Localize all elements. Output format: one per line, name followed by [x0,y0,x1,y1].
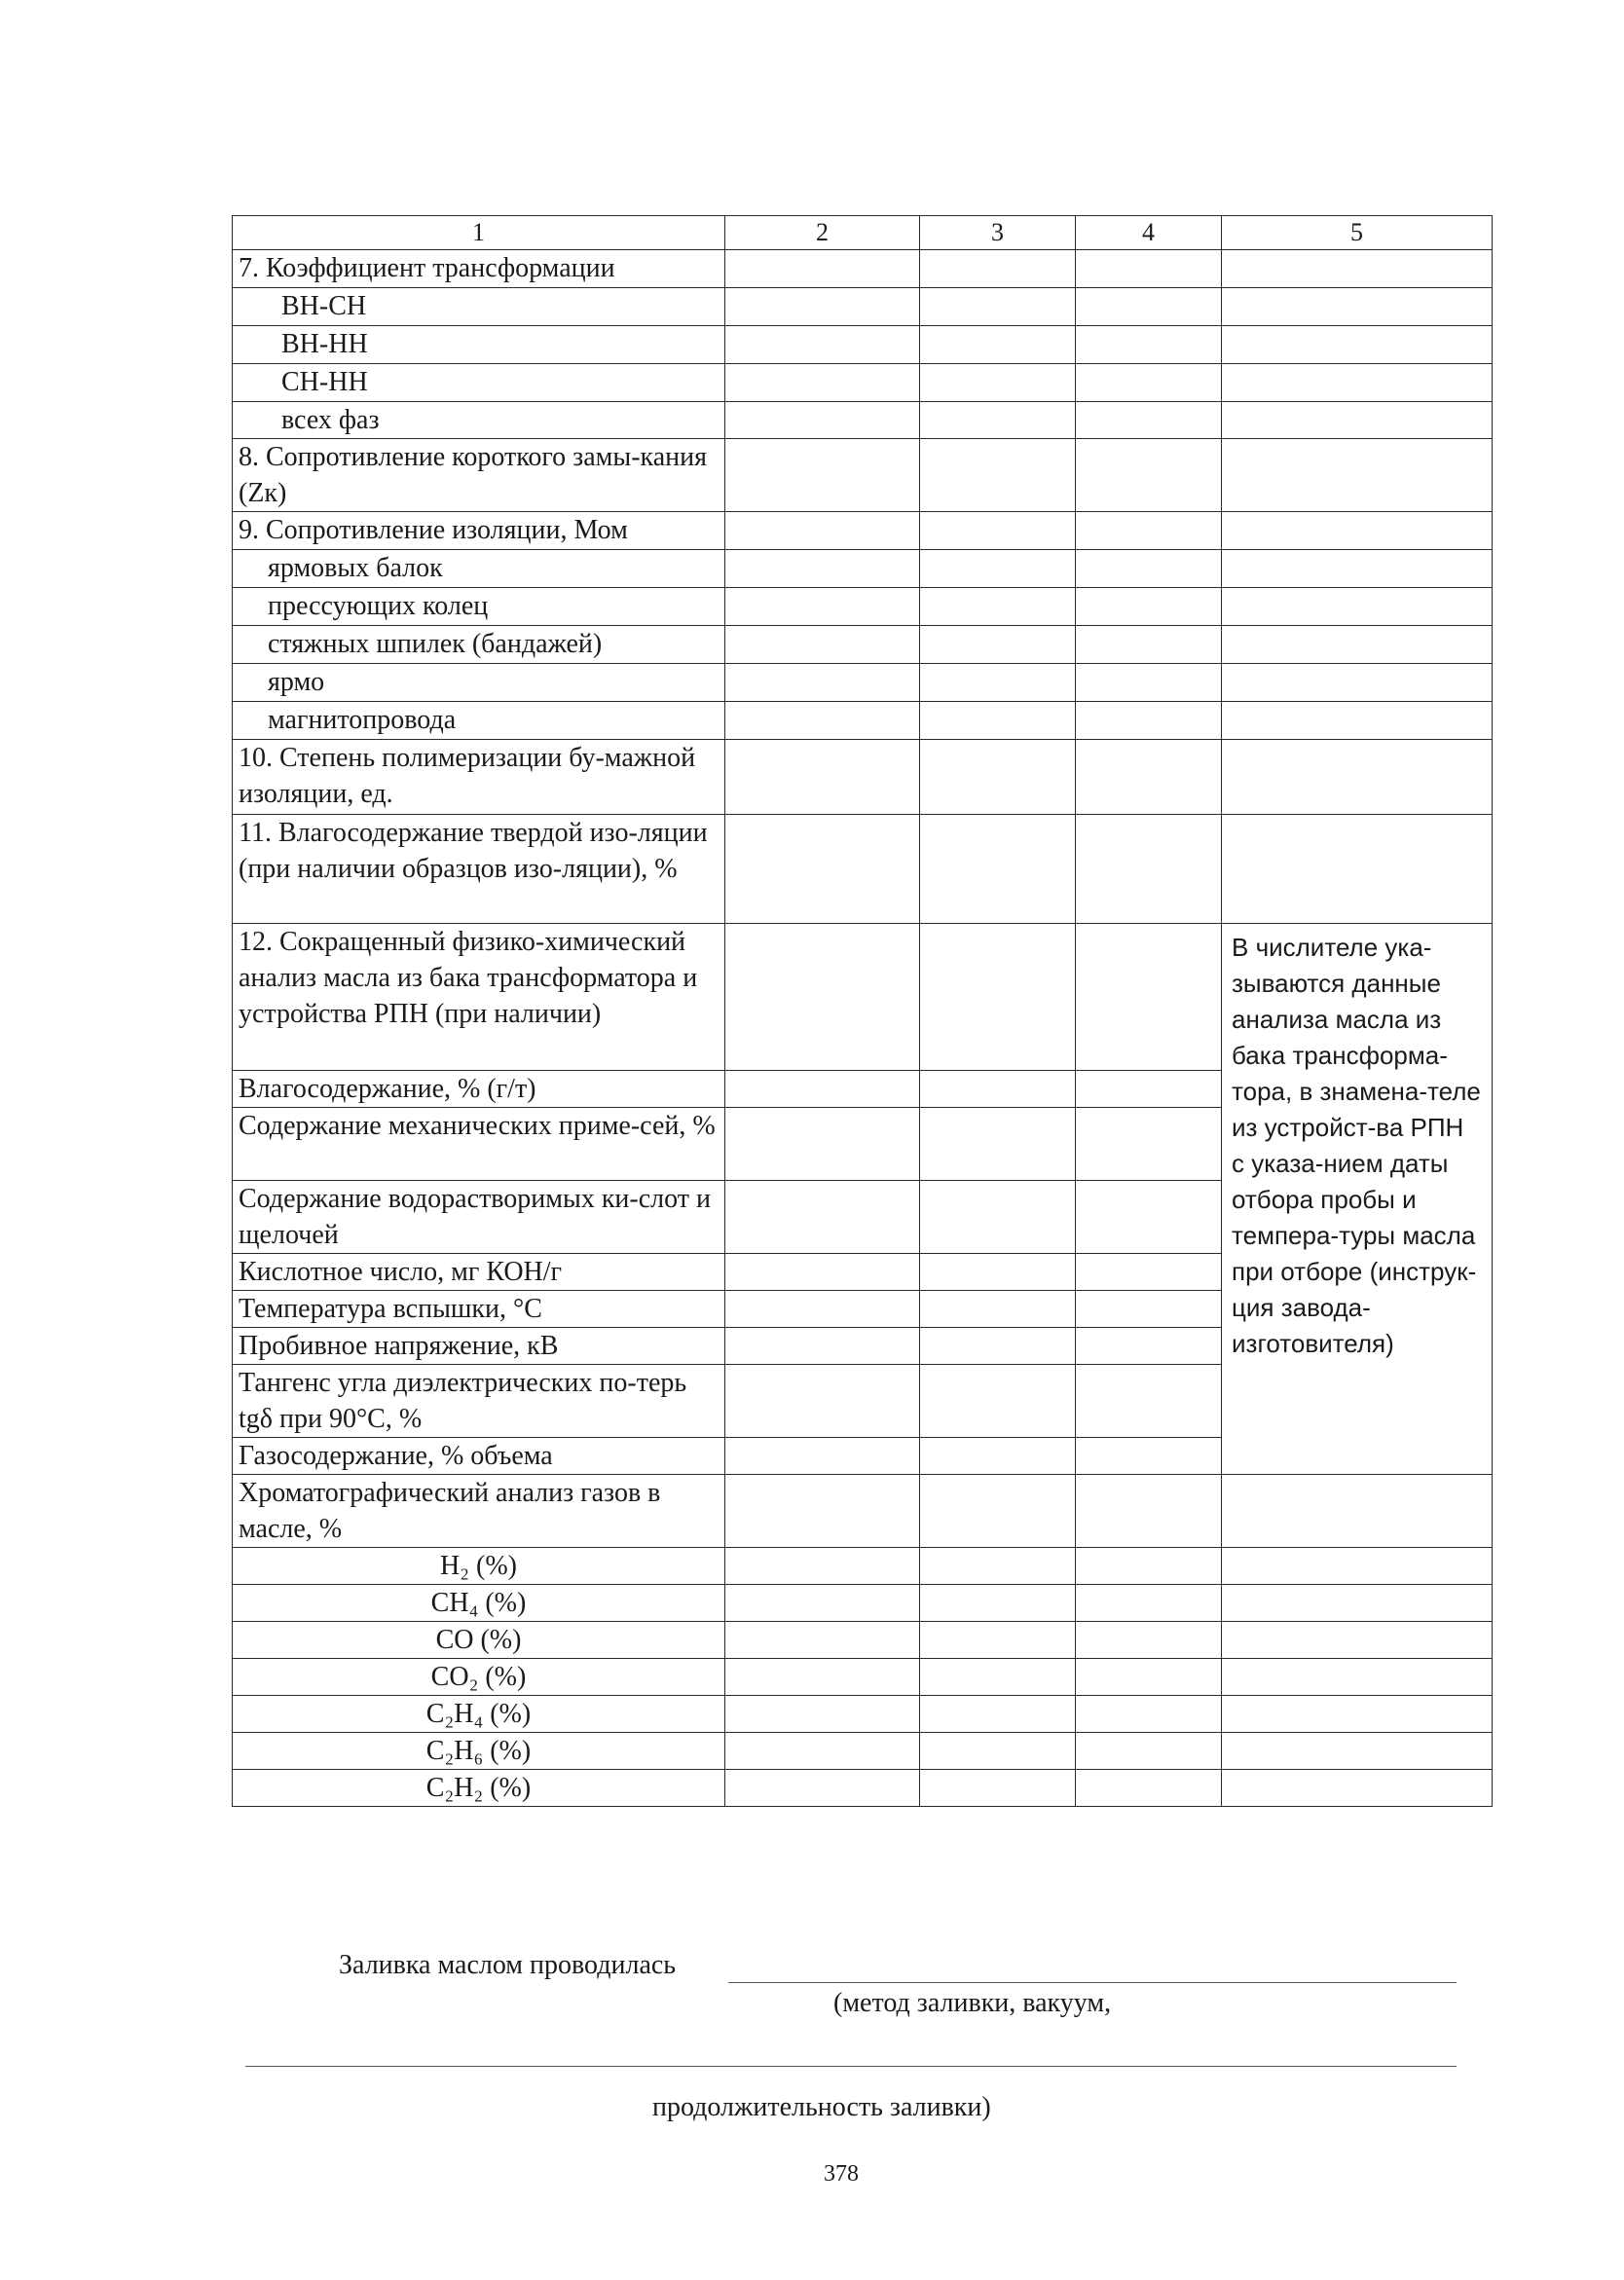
row-label: Тангенс угла диэлектрических по-терь tgδ при 90°С, % [233,1365,725,1438]
table-cell [920,702,1076,740]
section-12-note: В числителе ука-зываются данные анализа масла из бака трансформа-тора, в знамена-теле из устройст-ва РПН с указа-нием даты отбора пробы и темпера-туры масла при отборе (инструк-ция завода-изготовителя) [1222,924,1493,1475]
table-cell [920,740,1076,815]
table-cell [1076,1548,1222,1585]
table-cell [1076,250,1222,288]
table-cell [725,1659,920,1696]
table-cell [920,402,1076,439]
table-row [233,512,1493,550]
table-cell [1222,1585,1493,1622]
row-label: стяжных шпилек (бандажей) [233,626,725,664]
table-cell [920,1696,1076,1733]
row-label: ВН-СН [233,288,725,326]
table-cell [1076,924,1222,1071]
table-cell [1222,402,1493,439]
gas-label: CH₄ (%) [233,1585,725,1622]
table-cell [725,1254,920,1291]
table-row [233,664,1493,702]
table-cell [920,1291,1076,1328]
table-cell [725,924,920,1071]
section-7-title: 7. Коэффициент трансформации [233,250,725,288]
table-cell [725,439,920,512]
table-cell [725,1291,920,1328]
table-cell [1222,326,1493,364]
gas-label: CO (%) [233,1622,725,1659]
table-row [233,1733,1493,1770]
table-cell [1076,664,1222,702]
table-cell [920,1365,1076,1438]
table-cell [920,288,1076,326]
table-cell [920,512,1076,550]
table-row [233,924,1493,1071]
table-row [233,702,1493,740]
table-cell [1222,1696,1493,1733]
table-cell [1076,1181,1222,1254]
gas-label: CO₂ (%) [233,1659,725,1696]
table-cell [920,1328,1076,1365]
oil-filling-label: Заливка маслом проводилась [339,1950,677,1980]
table-cell [1222,512,1493,550]
table-cell [1076,1475,1222,1548]
table-cell [1222,1733,1493,1770]
table-row [233,740,1493,815]
table-cell [1076,1071,1222,1108]
table-cell [1076,588,1222,626]
table-cell [1222,364,1493,402]
table-cell [920,1770,1076,1807]
col-header-5: 5 [1222,216,1493,250]
row-label: прессующих колец [233,588,725,626]
row-label: Пробивное напряжение, кВ [233,1328,725,1365]
table-cell [1076,1291,1222,1328]
table-cell [725,364,920,402]
table-cell [1076,439,1222,512]
table-cell [1076,512,1222,550]
table-cell [1222,664,1493,702]
table-cell [1222,250,1493,288]
form-table [232,215,1493,1807]
table-cell [725,550,920,588]
table-cell [1076,1659,1222,1696]
table-cell [1076,364,1222,402]
table-cell [725,664,920,702]
table-cell [1076,326,1222,364]
gas-label: C₂H₄ (%) [233,1696,725,1733]
table-cell [920,1622,1076,1659]
table-cell [920,815,1076,924]
table-row [233,815,1493,924]
row-label: Влагосодержание, % (г/т) [233,1071,725,1108]
table-cell [725,588,920,626]
row-label: СН-НН [233,364,725,402]
table-cell [920,588,1076,626]
table-cell [920,326,1076,364]
table-cell [725,1585,920,1622]
table-cell [920,664,1076,702]
row-label: всех фаз [233,402,725,439]
table-cell [920,1108,1076,1181]
table-cell [1076,702,1222,740]
section-8-title: 8. Сопротивление короткого замы-кания (Zк) [233,439,725,512]
table-cell [920,1585,1076,1622]
table-cell [920,439,1076,512]
table-cell [725,626,920,664]
table-cell [1076,815,1222,924]
table-cell [1076,1622,1222,1659]
section-9-title: 9. Сопротивление изоляции, Мом [233,512,725,550]
table-row [233,1585,1493,1622]
table-row [233,1548,1493,1585]
row-label: ВН-НН [233,326,725,364]
table-cell [1076,1733,1222,1770]
table-cell [1222,1548,1493,1585]
table-cell [725,740,920,815]
table-row [233,439,1493,512]
table-cell [920,1659,1076,1696]
col-header-2: 2 [725,216,920,250]
table-cell [1076,1365,1222,1438]
row-label: ярмо [233,664,725,702]
table-cell [1222,550,1493,588]
table-header-row [233,216,1493,250]
table-cell [920,1071,1076,1108]
row-label: Содержание механических приме-сей, % [233,1108,725,1181]
row-label: ярмовых балок [233,550,725,588]
table-row [233,588,1493,626]
table-cell [920,626,1076,664]
table-cell [725,1438,920,1475]
table-cell [1076,1770,1222,1807]
table-cell [1076,550,1222,588]
section-11-title: 11. Влагосодержание твердой изо-ляции (при наличии образцов изо-ляции), % [233,815,725,924]
table-row [233,1622,1493,1659]
col-header-4: 4 [1076,216,1222,250]
gas-label: C₂H₂ (%) [233,1770,725,1807]
table-cell [1222,588,1493,626]
table-cell [725,1696,920,1733]
table-cell [1222,1659,1493,1696]
table-row [233,1659,1493,1696]
table-cell [920,1475,1076,1548]
row-label: магнитопровода [233,702,725,740]
table-cell [725,512,920,550]
table-cell [725,1475,920,1548]
table-cell [1222,1770,1493,1807]
table-cell [920,1181,1076,1254]
fill-in-hint-2: продолжительность заливки) [652,2092,991,2122]
table-row [233,326,1493,364]
table-cell [725,1108,920,1181]
table-cell [920,364,1076,402]
table-cell [725,250,920,288]
table-cell [725,1181,920,1254]
row-label: Содержание водорастворимых ки-слот и щелочей [233,1181,725,1254]
gas-label: C₂H₆ (%) [233,1733,725,1770]
table-cell [1222,740,1493,815]
table-cell [1076,1108,1222,1181]
table-cell [725,1548,920,1585]
table-cell [1076,740,1222,815]
table-cell [725,1328,920,1365]
table-cell [1222,288,1493,326]
table-row [233,288,1493,326]
table-cell [920,550,1076,588]
table-cell [920,1438,1076,1475]
table-row [233,1696,1493,1733]
table-cell [920,1733,1076,1770]
table-cell [725,815,920,924]
row-label: Газосодержание, % объема [233,1438,725,1475]
table-cell [1076,1696,1222,1733]
section-12-title: 12. Сокращенный физико-химический анализ масла из бака трансформатора и устройства РПН (при наличии) [233,924,725,1071]
table-row [233,250,1493,288]
table-cell [1222,815,1493,924]
table-cell [725,288,920,326]
table-cell [1222,626,1493,664]
table-cell [725,326,920,364]
table-cell [725,1071,920,1108]
table-cell [725,1733,920,1770]
table-cell [725,702,920,740]
table-cell [1222,702,1493,740]
table-row [233,1770,1493,1807]
gas-label: H₂ (%) [233,1548,725,1585]
table-cell [1076,1254,1222,1291]
table-cell [920,250,1076,288]
fill-in-line [728,1982,1457,1983]
col-header-3: 3 [920,216,1076,250]
table-cell [1076,402,1222,439]
table-cell [1222,1622,1493,1659]
table-cell [920,1254,1076,1291]
table-cell [1076,1585,1222,1622]
table-row [233,626,1493,664]
table-row [233,550,1493,588]
section-10-title: 10. Степень полимеризации бу-мажной изоляции, ед. [233,740,725,815]
table-cell [725,1770,920,1807]
table-cell [1076,288,1222,326]
fill-in-line [245,2066,1457,2067]
table-row [233,1475,1493,1548]
fill-in-hint-1: (метод заливки, вакуум, [833,1988,1112,2018]
table-cell [1222,1475,1493,1548]
row-label: Кислотное число, мг КОН/г [233,1254,725,1291]
row-label: Температура вспышки, °С [233,1291,725,1328]
table-cell [1076,1328,1222,1365]
table-cell [920,1548,1076,1585]
table-cell [920,924,1076,1071]
table-cell [1222,439,1493,512]
table-cell [1076,1438,1222,1475]
table-cell [1076,626,1222,664]
page-number: 378 [824,2161,859,2187]
table-row [233,364,1493,402]
col-header-1: 1 [233,216,725,250]
table-row [233,402,1493,439]
chromatography-title: Хроматографический анализ газов в масле, % [233,1475,725,1548]
table-cell [725,1365,920,1438]
table-cell [725,1622,920,1659]
table-cell [725,402,920,439]
